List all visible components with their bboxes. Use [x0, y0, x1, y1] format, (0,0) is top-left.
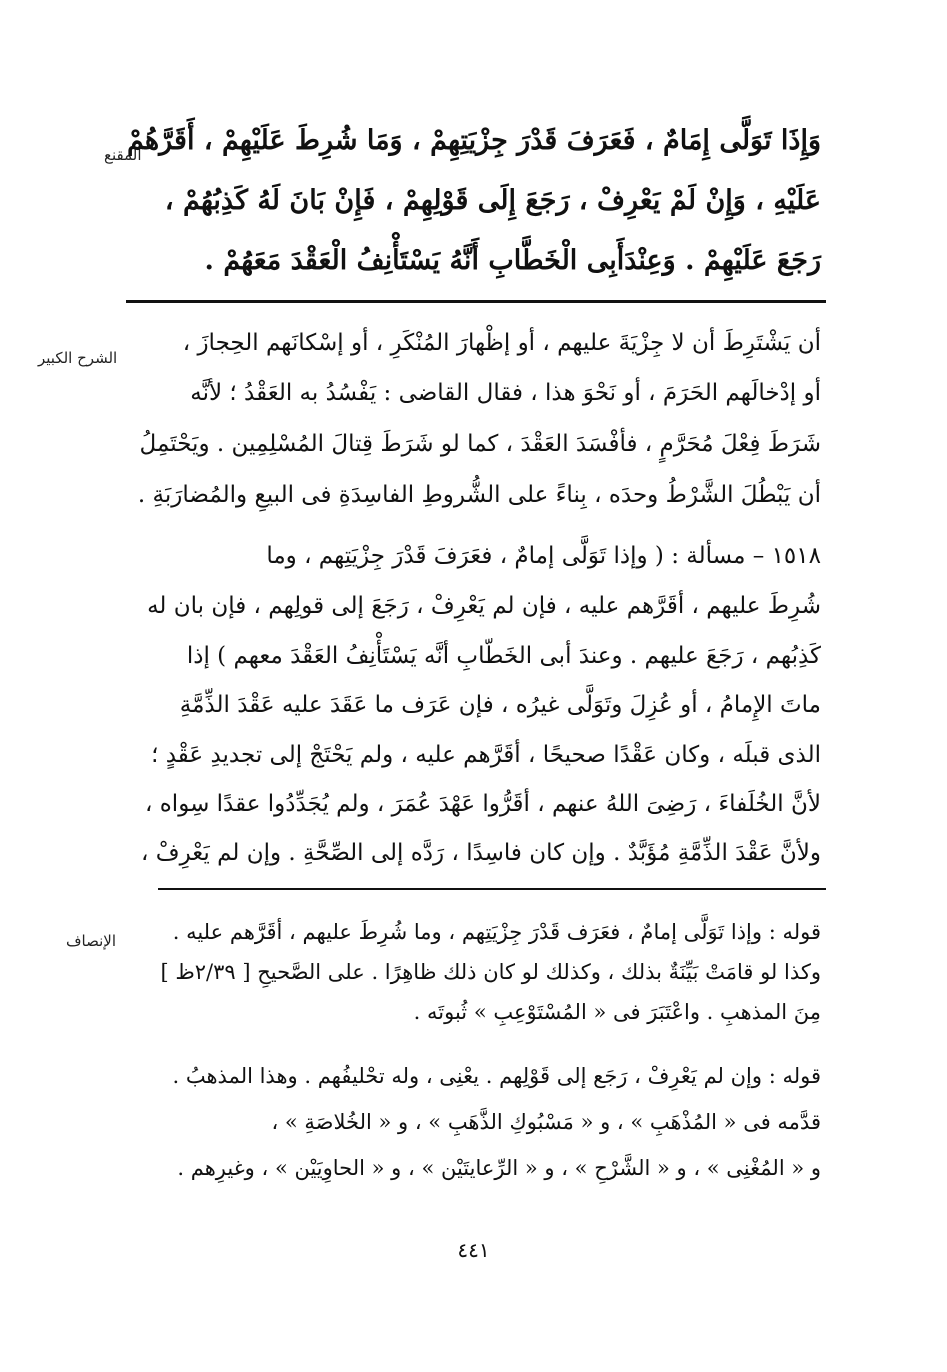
sharh-line: الذى قبلَه ، وكان عَقْدًا صحيحًا ، أقَرَّهم عليه ، ولم يَحْتَجْ إلى تجديدِ عَقْدٍ ؛	[151, 742, 821, 768]
sharh-line: ولأنَّ عَقْدَ الذِّمَّةِ مُؤَبَّدٌ . وإن كان فاسِدًا ، رَدَّه إلى الصِّحَّةِ . وإن لم يَعْرِفْ ،	[141, 840, 821, 866]
sharh-line: كَذِبُهم ، رَجَعَ عليهم . وعندَ أبى الخَطّابِ أنَّه يَسْتَأْنِفُ العَقْدَ معهم ) إذا	[186, 643, 821, 669]
insaf-line: قوله : وإن لم يَعْرِفْ ، رَجَع إلى قَوْلِهم . يعْنِى ، وله تحْليفُهم . وهذا المذهبُ .	[172, 1064, 821, 1088]
section-divider	[158, 888, 826, 890]
sharh-line: أن يَشْتَرِطَ أن لا جِزْيَةَ عليهم ، أو إظْهارَ المُنْكَرِ ، أو إسْكانَهم الحِجازَ ،	[182, 330, 821, 356]
sharh-line: أن يَبْطُلَ الشَّرْطُ وحدَه ، بِناءً على الشُّروطِ الفاسِدَةِ فى البيعِ والمُضارَبَةِ .	[137, 482, 821, 508]
sharh-line: شَرَطَ فِعْلَ مُحَرَّمٍ ، فأفْسَدَ العَقْدَ ، كما لو شَرَطَ قِتالَ المُسْلِمِين . ويَحْتَمِلُ	[139, 431, 821, 457]
sharh-line: لأنَّ الخُلَفاءَ ، رَضِىَ اللهُ عنهم ، أقَرُّوا عَهْدَ عُمَرَ ، ولم يُجَدِّدُوا عقدًا سِواه ،	[145, 791, 821, 817]
section-divider	[126, 300, 826, 303]
muqni-line: رَجَعَ عَلَيْهِمْ . وَعِنْدَأَبِى الْخَطَّابِ أَنَّهُ يَسْتَأْنِفُ الْعَقْدَ مَعَهُمْ .	[204, 245, 821, 276]
sharh-line: أو إدْخالَهم الحَرَمَ ، أو نَحْوَ هذا ، فقال القاضى : يَفْسُدُ به العَقْدُ ؛ لأنَّه	[190, 380, 821, 406]
insaf-label: الإنصاف	[66, 932, 117, 950]
page-number: ٤٤١	[457, 1238, 490, 1262]
sharh-line: ماتَ الإِمامُ ، أو عُزِلَ وتَوَلَّى غيرُه ، فإن عَرَف ما عَقَدَ عليه عَقْدَ الذِّمَّةِ	[179, 692, 821, 718]
sharh-line: ١٥١٨ – مسألة : ( وإذا تَوَلَّى إمامٌ ، فعَرَفَ قَدْرَ جِزْيَتِهم ، وما	[266, 543, 821, 569]
muqni-line: عَلَيْهِ ، وَإِنْ لَمْ يَعْرِفْ ، رَجَعَ إِلَى قَوْلِهِمْ ، فَإِنْ بَانَ لَهُ كَذِبُهُمْ ،	[164, 185, 821, 216]
sharh-label: الشرح الكبير	[38, 349, 118, 367]
muqni-label: المقنع	[104, 146, 142, 164]
insaf-line: قوله : وإذا تَوَلَّى إمامٌ ، فعَرَف قَدْرَ جِزْيَتِهم ، وما شُرِطَ عليهم ، أقَرَّهم عليه .	[172, 920, 821, 944]
muqni-line: وَإِذَا تَوَلَّى إِمَامٌ ، فَعَرَفَ قَدْرَ جِزْيَتِهِمْ ، وَمَا شُرِطَ عَلَيْهِمْ ، أَقَرَّهُمْ	[126, 125, 821, 156]
insaf-line: و « المُغْنِى » ، و « الشَّرْحِ » ، و « الرِّعايتَيْن » ، و « الحاوِيَيْن » ، وغيرِهم .	[177, 1156, 821, 1180]
sharh-line: شُرِطَ عليهم ، أقَرَّهم عليه ، فإن لم يَعْرِفْ ، رَجَعَ إلى قولِهم ، فإن بان له	[147, 593, 821, 619]
insaf-line: وكذا لو قامَتْ بَيِّنَةٌ بذلك ، وكذلك لو كان ذلك ظاهِرًا . على الصَّحيحِ [ ٢/٣٩ظ ]	[160, 960, 821, 984]
insaf-line: مِنَ المذهبِ . واعْتَبَرَ فى « المُسْتَوْعِبِ » ثُبوتَه .	[413, 1000, 821, 1024]
insaf-line: قدَّمه فى « المُذْهَبِ » ، و « مَسْبُوكِ الذَّهَبِ » ، و « الخُلاصَةِ » ،	[271, 1110, 821, 1134]
